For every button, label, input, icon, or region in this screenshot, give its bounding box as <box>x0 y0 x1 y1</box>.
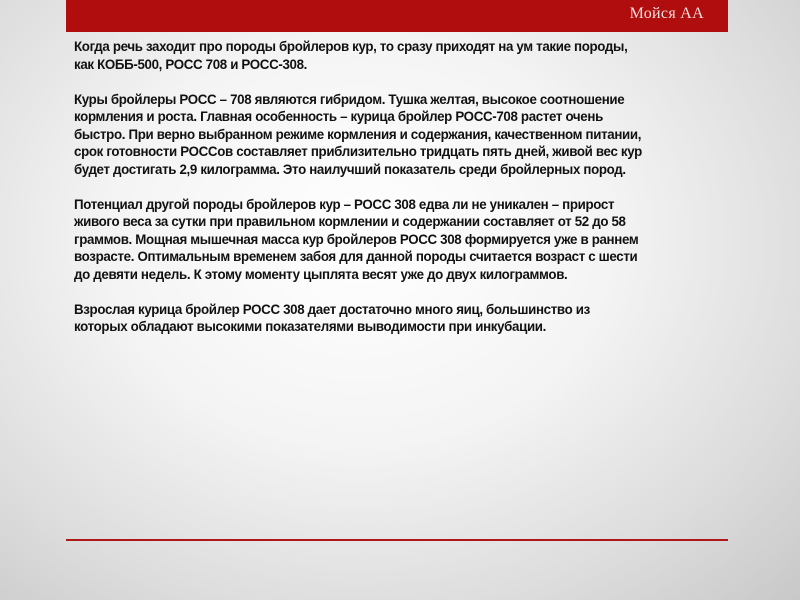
paragraph-ross-308: Потенциал другой породы бройлеров кур – РОСС 308 едва ли не уникален – прирост живого веса за сутки при правильном кормлении и содержании составляет от 52 до 58 граммов. Мощная мышечная масса кур бройлеров РОСС 308 формируется уже в раннем возрасте. Оптимальным временем забоя для данной породы считается возраст с шести до девяти недель. К этому моменту цыплята весят уже до двух килограммов. <box>74 196 639 282</box>
paragraph-eggs: Взрослая курица бройлер РОСС 308 дает достаточно много яиц, большинство из которых обладают высокими показателями выводимости при инкубации. <box>74 301 590 334</box>
header-bar <box>66 0 728 32</box>
author-name: Мойся АА <box>629 5 704 22</box>
bottom-divider <box>66 539 728 541</box>
slide-body-text <box>74 38 642 336</box>
paragraph-ross-708: Куры бройлеры РОСС – 708 являются гибридом. Тушка желтая, высокое соотношение кормления и роста. Главная особенность – курица бройлер РОСС-708 растет очень быстро. При верно выбранном режиме кормления и содержания, качественном питании, срок готовности РОССов составляет приблизительно тридцать пять дней, живой вес кур будет достигать 2,9 килограмма. Это наилучший показатель среди бройлерных пород. <box>74 91 642 177</box>
paragraph-intro: Когда речь заходит про породы бройлеров кур, то сразу приходят на ум такие породы, как КОББ-500, РОСС 708 и РОСС-308. <box>74 39 628 72</box>
